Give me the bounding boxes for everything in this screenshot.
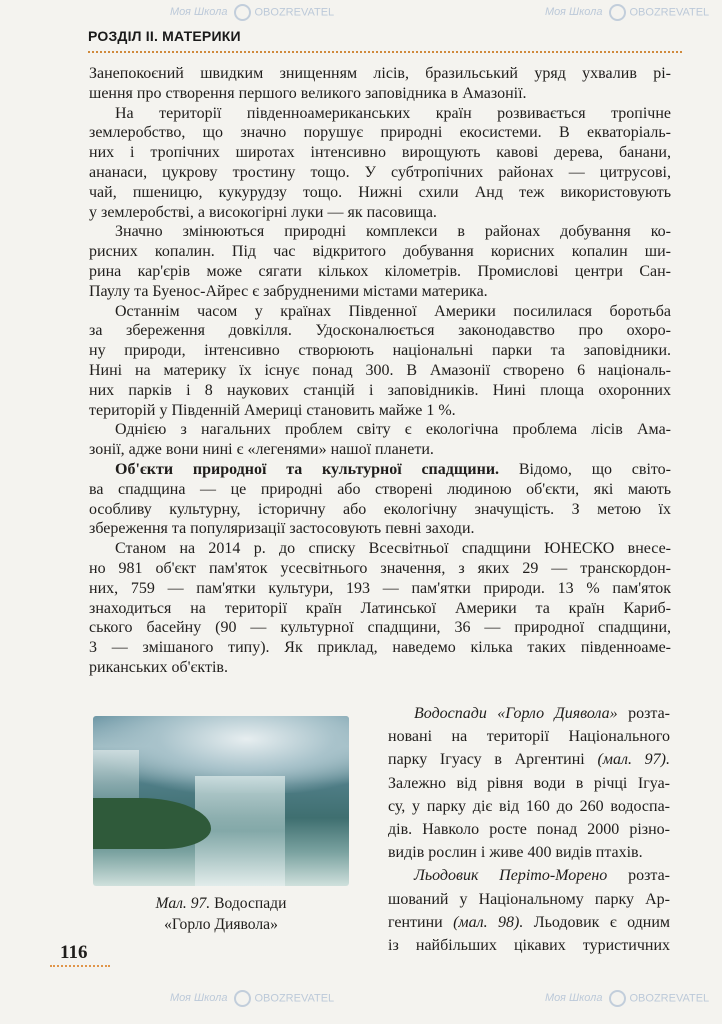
text-line: Паулу та Буенос-Айрес є забрудненими містами материка. [89, 282, 488, 300]
text-line: шований у Національному парку Ар- [388, 890, 670, 908]
text-line: Нині на материку їх існує понад 300. В Амазонії створено 6 національ- [89, 361, 671, 379]
text-line: дів. Навколо росте понад 2000 різно- [388, 820, 670, 838]
text-line: за збереження довкілля. Удосконалюється законодавство про охоро- [89, 322, 671, 340]
main-text [89, 64, 671, 678]
text-line: су, у парку діє від 160 до 260 водоспа- [388, 797, 670, 815]
text-line: зонії, адже вони нині є «легенями» нашої планети. [89, 441, 434, 459]
text-line: них і тропічних широтах інтенсивно вирощують кавові дерева, банани, [89, 144, 671, 162]
text-line: ну природи, інтенсивно створюють національні парки та заповідники. [89, 342, 671, 360]
heritage-heading: Об'єкти природної та культурної спадщини. [115, 460, 500, 478]
text-line [388, 748, 670, 771]
text-fragment: розта- [617, 705, 670, 722]
text-fragment: парку Ігуасу в Аргентині [388, 751, 598, 769]
text-line: На території південноамериканських країн розвивається тропічне [115, 104, 671, 122]
text-line [89, 460, 671, 480]
text-line: но 981 об'єкт пам'яток усесвітнього значення, з яких 29 — транскордон- [89, 559, 671, 577]
text-line: у землеробстві, а високогірні луки — як пасовища. [89, 203, 437, 221]
side-column-text [388, 702, 670, 957]
caption-text: Водоспади [210, 895, 287, 912]
text-line: видів рослин і живе 400 видів птахів. [388, 844, 643, 862]
text-line: шення про створення першого великого заповідника в Амазонії. [89, 84, 527, 102]
figure-label: Мал. 97. [155, 895, 211, 912]
text-line: рисних копалин. Під час відкритого добування корисних копалин ши- [89, 243, 671, 261]
text-line: Станом на 2014 р. до списку Всесвітньої спадщини ЮНЕСКО внесе- [115, 540, 671, 558]
text-line: ва спадщина — це природні або створені людиною об'єкти, які мають [89, 480, 671, 498]
text-line: рина кар'єрів може сягати кількох кілометрів. Промислові центри Сан- [89, 262, 671, 280]
text-line: риканських об'єктів. [89, 658, 228, 676]
figure-ref: (мал. 97). [597, 751, 670, 769]
watermark: Моя Школа OBOZREVATEL [545, 4, 709, 21]
header-divider [88, 51, 682, 53]
watermark: Моя Школа OBOZREVATEL [170, 990, 334, 1007]
text-fragment: Відомо, що світо- [499, 460, 671, 478]
text-line: знаходиться на території країн Латинської Америки та країн Кариб- [89, 599, 671, 617]
text-line: Останнім часом у країнах Південної Америки посилилася боротьба [115, 302, 671, 320]
text-line: них парків і 8 наукових станцій і заповідників. Нині площа охоронних [89, 381, 671, 399]
text-line: ського басейну (90 — культурної спадщини, 36 — природної спадщини, [89, 619, 671, 637]
section-header: РОЗДІЛ ІІ. МАТЕРИКИ [88, 28, 241, 44]
text-line: Залежно від рівня води в річці Ігуа- [388, 774, 670, 792]
text-line: територій у Південній Америці становить майже 1 %. [89, 401, 456, 419]
text-fragment: Льодовик є одним [523, 913, 670, 931]
text-line: із найбільших цікавих туристичних [388, 936, 670, 954]
text-line: особливу культурну, історичну або екологічну значущість. З метою їх [89, 500, 671, 518]
figure-ref: (мал. 98). [453, 913, 524, 931]
watermark: Моя Школа OBOZREVATEL [545, 990, 709, 1007]
text-line: Занепокоєний швидким знищенням лісів, бразильський уряд ухвалив рі- [89, 65, 671, 82]
text-line: ананаси, цукрову тростину тощо. У субтропічних районах — цитрусові, [89, 163, 671, 181]
text-line [388, 702, 670, 725]
waterfall-photo [93, 716, 349, 886]
text-line: Однією з нагальних проблем світу є екологічна проблема лісів Ама- [115, 421, 671, 439]
figure-caption [93, 893, 349, 935]
text-line: чай, пшеницю, кукурудзу тощо. Нижні схили Анд теж використовують [89, 183, 671, 201]
text-line [388, 911, 670, 934]
object-name: Водоспади «Горло Диявола» [414, 705, 618, 722]
text-line: новані на території Національного [388, 728, 670, 746]
text-line: збереження та популяризації застосовують певні заходи. [89, 520, 475, 538]
text-line: них, 759 — пам'ятки культури, 193 — пам'ятки природи. 13 % пам'яток [89, 579, 671, 597]
text-line [388, 864, 670, 887]
text-line: 3 — змішаного типу). Як приклад, наведемо кілька таких південноаме- [89, 639, 671, 657]
text-line: Значно змінюються природні комплекси в районах добування ко- [115, 223, 671, 241]
text-line: землеробство, що значно порушує природні екосистеми. В екваторіаль- [89, 124, 671, 142]
object-name: Льодовик Періто-Морено [414, 867, 608, 885]
watermark: Моя Школа OBOZREVATEL [170, 4, 334, 21]
text-fragment: розта- [607, 867, 670, 885]
page-number: 116 [60, 942, 88, 963]
caption-text: «Горло Диявола» [164, 916, 278, 933]
page-ornament [50, 965, 110, 973]
text-fragment: гентини [388, 913, 454, 931]
